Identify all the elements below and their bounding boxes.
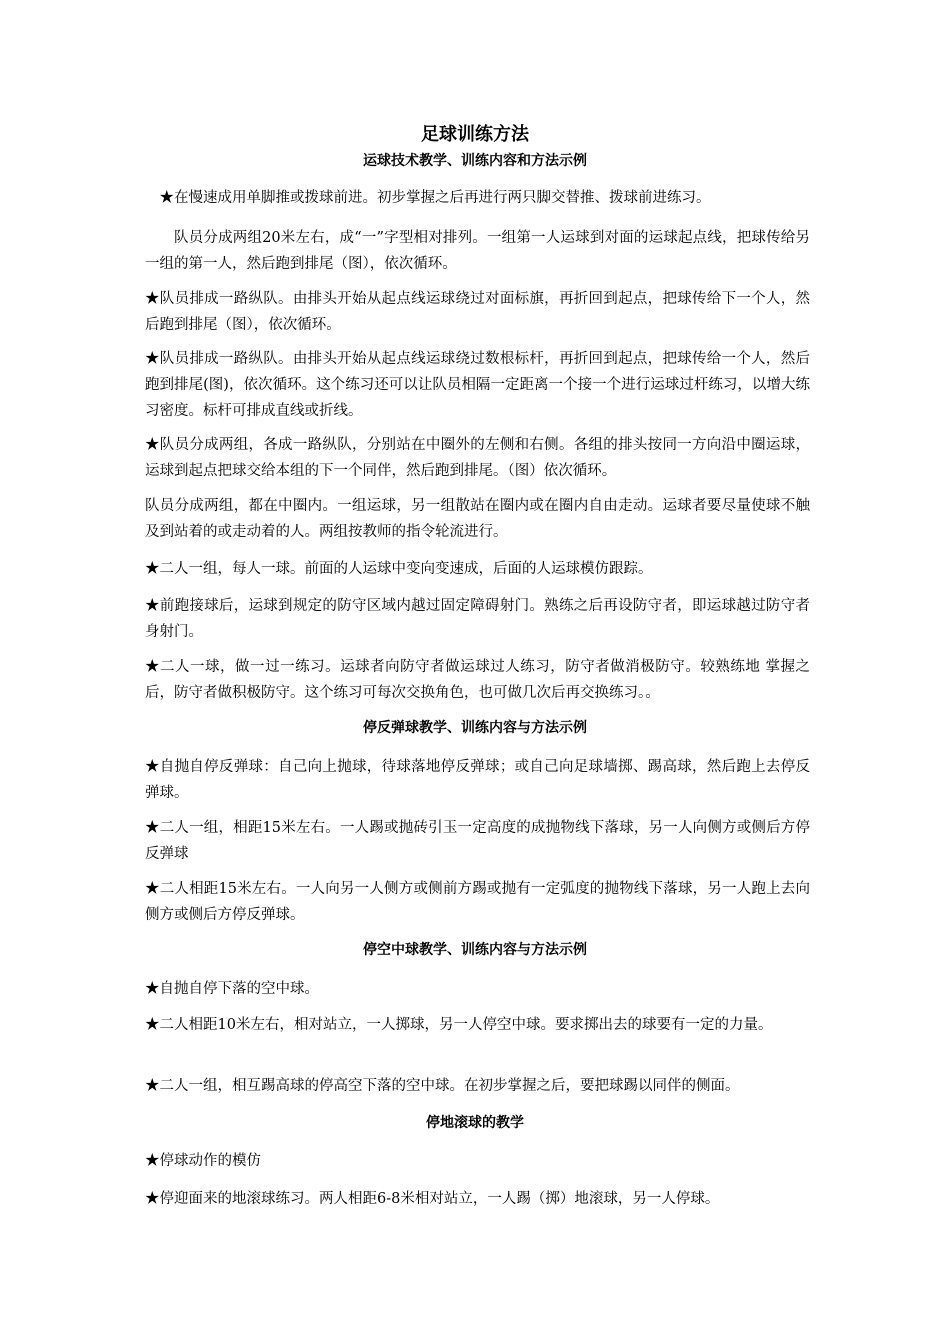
paragraph: 队员分成两组20米左右，成“一”字型相对排列。一组第一人运球到对面的运球起点线，把球传给另一组的第一人，然后跑到排尾（图），依次循环。: [145, 230, 810, 272]
paragraph: ★二人一球，做一过一练习。运球者向防守者做运球过人练习，防守者做消极防守。较熟练地 掌握之后，防守者做积极防守。这个练习可每次交换角色，也可做几次后再交换练习。。: [145, 659, 810, 701]
paragraph: ★二人一组，相互踢高球的停高空下落的空中球。在初步掌握之后，要把球踢以同伴的侧面。: [145, 1078, 740, 1094]
document-title: 足球训练方法: [421, 124, 529, 145]
paragraph: ★自抛自停下落的空中球。: [145, 981, 319, 997]
paragraph: ★在慢速成用单脚推或拨球前进。初步掌握之后再进行两只脚交替推、拨球前进练习。: [159, 190, 711, 206]
paragraph: ★队员排成一路纵队。由排头开始从起点线运球绕过对面标旗，再折回到起点，把球传给下一个人，然后跑到排尾（图），依次循环。: [145, 291, 810, 333]
section-heading-dribbling: 运球技术教学、训练内容和方法示例: [363, 153, 587, 169]
paragraph: ★二人相距10米左右，相对站立，一人掷球，另一人停空中球。要求掷出去的球要有一定的力量。: [145, 1017, 773, 1033]
paragraph: ★前跑接球后，运球到规定的防守区域内越过固定障碍射门。熟练之后再设防守者，即运球越过防守者身射门。: [145, 598, 810, 640]
section-heading-aerial-ball: 停空中球教学、训练内容与方法示例: [363, 942, 587, 958]
paragraph: ★队员排成一路纵队。由排头开始从起点线运球绕过数根标杆，再折回到起点，把球传给一个人，然后跑到排尾(图)，依次循环。这个练习还可以让队员相隔一定距离一个接一个进行运球过杆练习，以增大练习密度。标杆可排成直线或折线。: [145, 351, 810, 419]
paragraph: ★停球动作的模仿: [145, 1153, 261, 1169]
paragraph: ★二人一组，相距15米左右。一人踢或抛砖引玉一定高度的成抛物线下落球，另一人向侧方或侧后方停反弹球: [145, 820, 810, 862]
paragraph: ★自抛自停反弹球：自己向上抛球，待球落地停反弹球；或自己向足球墙掷、踢高球，然后跑上去停反弹球。: [145, 759, 810, 801]
paragraph: 队员分成两组，都在中圈内。一组运球，另一组散站在圈内或在圈内自由走动。运球者要尽量使球不触及到站着的或走动着的人。两组按教师的指令轮流进行。: [145, 498, 810, 540]
paragraph: ★二人相距15米左右。一人向另一人侧方或侧前方踢或抛有一定弧度的抛物线下落球，另一人跑上去向侧方或侧后方停反弹球。: [145, 881, 810, 923]
paragraph: ★队员分成两组，各成一路纵队，分别站在中圈外的左侧和右侧。各组的排头按同一方向沿中圈运球，运球到起点把球交给本组的下一个同伴，然后跑到排尾。（图）依次循环。: [145, 437, 810, 479]
paragraph: ★二人一组，每人一球。前面的人运球中变向变速成，后面的人运球模仿跟踪。: [145, 561, 653, 577]
paragraph: ★停迎面来的地滚球练习。两人相距6-8米相对站立，一人踢（掷）地滚球，另一人停球。: [145, 1191, 720, 1207]
section-heading-bounce-ball: 停反弹球教学、训练内容与方法示例: [363, 720, 587, 736]
section-heading-ground-ball: 停地滚球的教学: [426, 1115, 524, 1131]
